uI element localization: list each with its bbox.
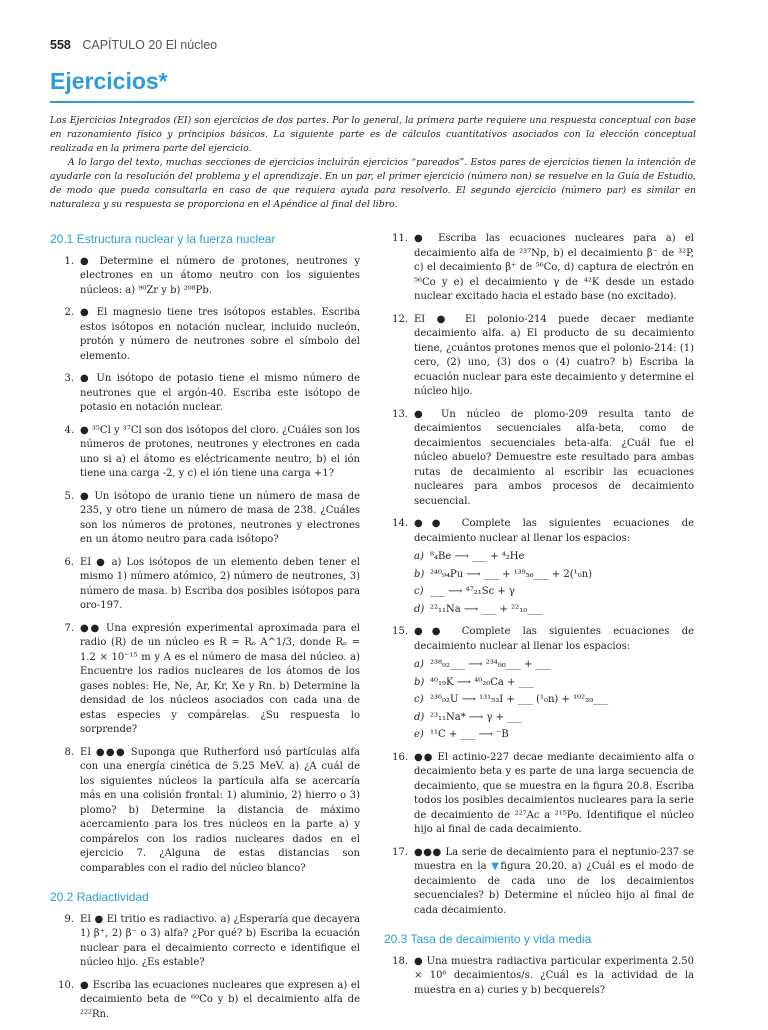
equation-label: e) [414, 729, 424, 740]
figure-pointer-icon: ▼ [491, 861, 501, 872]
exercise [50, 746, 360, 877]
equation-text: ¹¹C + ___ ⟶ ⁻B [430, 729, 509, 740]
equation-label: d) [414, 711, 425, 723]
exercise-text: EI ● a) Los isótopos de un elemento deben tener el mismo 1) número atómico, 2) número de neutrones, 3) número de masa. b) Escriba dos posibles isótopos para oro-197. [80, 556, 360, 611]
exercise [50, 424, 360, 482]
equation-line [414, 568, 694, 583]
equation-text: ⁸₄Be ⟶ ___ + ⁴₂He [430, 551, 525, 562]
equation-line [414, 585, 694, 600]
exercise-number: 6. [64, 556, 74, 568]
exercise-number: 10. [58, 979, 74, 991]
exercise [384, 751, 694, 838]
exercise-number: 15. [392, 626, 408, 637]
page-number: 558 [50, 38, 71, 52]
equation-line [414, 550, 694, 565]
right-column [384, 232, 694, 1006]
equation-label: c) [414, 586, 424, 597]
page-title: Ejercicios* [50, 68, 168, 94]
exercise [50, 306, 360, 364]
exercise-text: ● Una muestra radiactiva particular experimenta 2.50 × 10⁶ decaimientos/s. ¿Cuál es la actividad de la muestra en a) curies y b) becquerels? [414, 955, 694, 996]
exercise [384, 232, 694, 305]
exercise [50, 255, 360, 299]
exercise-text: ●● Complete las siguientes ecuaciones de decaimiento nuclear al llenar los espacios: [414, 518, 694, 544]
title-rule [50, 101, 694, 103]
exercise-text: EI ●●● Suponga que Rutherford usó partículas alfa con una energía cinética de 5.25 MeV. a) ¿A cuál de los siguientes núcleos la partícula alfa se acercaría más en una colisión frontal: 1) aluminio, 2) hierro o 3) plomo? b) Determine la distancia de máximo acercamiento para los tres núcleos en la parte a) y compárelos con los radios nucleares dados en el ejercicio 7. ¿Alguna de estas distancias son comparables con el radio del núcleo blanco? [80, 746, 360, 874]
exercise [50, 372, 360, 416]
equation-label: c) [414, 694, 424, 705]
exercise-number: 14. [392, 518, 408, 529]
intro-paragraph-2: A lo largo del texto, muchas secciones de ejercicios incluirán ejercicios “pareados”. Estos pares de ejercicios tienen la intención de ayudarle con la resolución del problema y el aprendizaje. En un par, el primer ejercicio (número non) se resuelve en la Guía de Estudio, de modo que pueda consultarla en caso de que requiera ayuda para resolverlo. El segundo ejercicio (número par) es similar en naturaleza y su respuesta se proporciona en el Apéndice al final del libro. [50, 157, 696, 210]
exercise [384, 408, 694, 510]
equation-label: b) [414, 568, 425, 580]
exercise-text-part: ●●● La serie de decaimiento para el neptunio-237 se muestra en la [414, 846, 694, 872]
exercise-number: 9. [64, 913, 74, 925]
equation-text: ²³⁸₉₂___ ⟶ ²³⁴₉₀___ + ___ [430, 659, 551, 670]
exercise-number: 4. [64, 424, 74, 436]
exercise-number: 12. [392, 313, 408, 325]
equation-text: ⁴⁰₁₉K ⟶ ⁴⁰₂₀Ca + ___ [430, 676, 534, 688]
exercise-number: 1. [64, 255, 74, 267]
equation-text: ²²₁₁Na ⟶ ___ + ²²₁₀___ [430, 603, 543, 615]
equation-line [414, 711, 694, 726]
exercise-text: ● Un núcleo de plomo-209 resulta tanto de decaimientos secuenciales alfa-beta, como de decaimientos secuenciales beta-alfa. ¿Cuál fue el núcleo abuelo? Demuestre este resultado para ambas rutas de decaimiento al escribir las ecuaciones nucleares para ambos procesos de decaimiento secuencial. [414, 408, 694, 507]
intro-paragraph-1: Los Ejercicios Integrados (EI) son ejercicios de dos partes. Por lo general, la primera parte requiere una respuesta conceptual con base en razonamiento físico y principios básicos. La siguiente parte es de cálculos cuantitativos asociados con la elección conceptual realizada en la primera parte del ejercicio. [50, 115, 696, 154]
exercise-text [414, 846, 694, 919]
equation-text: ___ ⟶ ⁴⁷₂₁Sc + γ [430, 586, 515, 597]
exercise [384, 846, 694, 919]
exercise [384, 313, 694, 400]
exercise [50, 490, 360, 548]
exercise-text: ●● Complete las siguientes ecuaciones de decaimiento nuclear al llenar los espacios: [414, 626, 694, 652]
chapter-title: CAPÍTULO 20 El núcleo [82, 38, 218, 52]
exercise [50, 979, 360, 1023]
exercise-number: 11. [392, 233, 408, 244]
exercise-text: ● Escriba las ecuaciones nucleares para a) el decaimiento alfa de ²³⁷Np, b) el decaimiento β⁻ de ³²P, c) el decaimiento β⁺ de ⁵⁶Co, d) captura de electrón en ⁵⁶Co y e) el decaimiento γ de ⁴²K desde un estado nuclear excitado hacia el estado base (no excitado). [414, 233, 694, 302]
equation-line [414, 603, 694, 618]
exercise-text: ● Un isótopo de uranio tiene un número de masa de 235, y otro tiene un número de masa de 238. ¿Cuáles son los números de protones, neutrones y electrones en un átomo neutro para cada isótopo? [80, 490, 360, 545]
intro-text [50, 114, 696, 212]
exercise-text: ● Un isótopo de potasio tiene el mismo número de neutrones que el argón-40. Escriba este isótopo de potasio en notación nuclear. [80, 373, 360, 413]
exercise-text: EI ● El polonio-214 puede decaer mediante decaimiento alfa. a) El producto de su decaimiento tiene, ¿cuántos protones menos que el polonio-214: (1) cero, (2) uno, (3) dos o (4) cuatro? b) Escriba la ecuación nuclear para este decaimiento y determine el núcleo hijo. [414, 313, 694, 397]
exercise [50, 556, 360, 614]
exercise-number: 2. [64, 307, 74, 318]
equation-text: ²³₁₁Na* ⟶ γ + ___ [430, 711, 523, 723]
exercise-number: 16. [392, 751, 408, 763]
exercise [384, 625, 694, 654]
exercise-text-part: figura 20.20. a) ¿Cuál es el modo de decaimiento de cada uno de los decaimientos secuenciales? b) Determine el núcleo hijo al final de cada decaimiento. [414, 861, 694, 916]
equation-label: b) [414, 676, 425, 688]
equation-text: ²⁴⁰₉₄Pu ⟶ ___ + ¹³⁹₅₆___ + 2(¹₀n) [430, 568, 593, 580]
section-heading-20-1: 20.1 Estructura nuclear y la fuerza nuclear [50, 232, 276, 246]
exercise-text: EI ● El tritio es radiactivo. a) ¿Esperaría que decayera 1) β⁺, 2) β⁻ o 3) alfa? ¿Por qué? b) Escriba la ecuación nuclear para el decaimiento correcto e identifique el núcleo hijo. ¿Es estable? [80, 913, 360, 968]
equation-label: a) [414, 551, 424, 562]
equation-label: d) [414, 603, 425, 615]
exercise-number: 7. [64, 622, 74, 634]
exercise-text: ● El magnesio tiene tres isótopos estables. Escriba estos isótopos en notación nuclear, incluido nucleón, protón y número de neutrones sobre el símbolo del elemento. [80, 307, 360, 362]
equation-line [414, 676, 694, 691]
equation-line [414, 658, 694, 673]
exercise-text: ● Escriba las ecuaciones nucleares que expresen a) el decaimiento beta de ⁶⁰Co y b) el decaimiento alfa de ²²²Rn. [80, 979, 360, 1020]
exercise-text: ● ³⁵Cl y ³⁷Cl son dos isótopos del cloro. ¿Cuáles son los números de protones, neutrones y electrones en cada uno si a) el átomo es eléctricamente neutro, b) el ión tiene una carga -2, y c) el ión tiene una carga +1? [80, 424, 360, 479]
section-heading-20-2: 20.2 Radiactividad [50, 890, 149, 904]
left-column [50, 232, 360, 1030]
exercise [384, 517, 694, 546]
exercise-text: ●● El actinio-227 decae mediante decaimiento alfa o decaimiento beta y es parte de una larga secuencia de decaimiento, que se muestra en la figura 20.8. Escriba todos los posibles decaimientos nucleares para la serie de decaimiento de ²²⁷Ac a ²¹⁵Po. Identifique el núcleo hijo al final de cada decaimiento. [414, 751, 694, 835]
exercise [50, 913, 360, 971]
exercise [384, 955, 694, 999]
equation-text: ²³⁶₉₂U ⟶ ¹³¹₅₃I + ___ (¹₀n) + ¹⁰²₃₉___ [430, 694, 609, 705]
equation-line [414, 693, 694, 708]
equation-line [414, 728, 694, 743]
exercise-text: ●● Una expresión experimental aproximada para el radio (R) de un núcleo es R = Rₒ A^1/3, donde Rₒ = 1.2 × 10⁻¹⁵ m y A es el número de masa del núcleo. a) Encuentre los radios nucleares de los átomos de los gases nobles: He, Ne, Ar, Kr, Xe y Rn. b) Determine la densidad de los núcleos asociados con cada una de estas especies y compárelas. ¿Su respuesta lo sorprende? [80, 622, 360, 735]
exercise-number: 3. [64, 373, 74, 384]
equation-label: a) [414, 659, 424, 670]
exercise-number: 8. [64, 746, 74, 758]
exercise-text: ● Determine el número de protones, neutrones y electrones en un átomo neutro con los siguientes núcleos: a) ⁹⁰Zr y b) ²⁰⁸Pb. [80, 255, 360, 296]
exercise-number: 13. [392, 408, 408, 420]
exercise [50, 622, 360, 738]
exercise-number: 18. [392, 955, 408, 967]
exercise-number: 5. [64, 490, 74, 502]
page-header [50, 38, 217, 52]
section-heading-20-3: 20.3 Tasa de decaimiento y vida media [384, 932, 592, 946]
exercise-number: 17. [392, 846, 408, 858]
